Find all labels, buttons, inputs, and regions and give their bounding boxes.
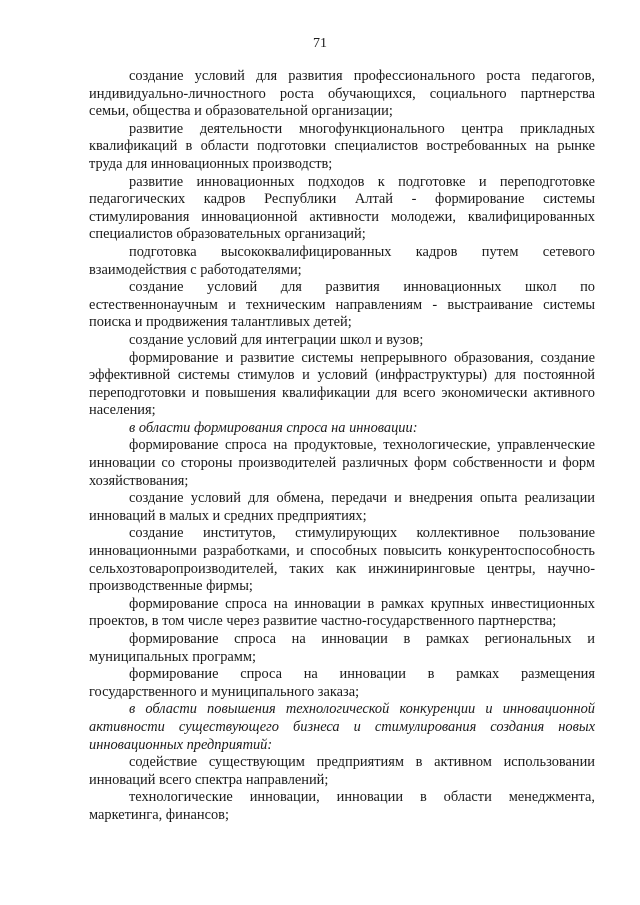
document-body [89,68,595,825]
page-number: 71 [313,36,327,51]
section-heading: в области повышения технологической конкуренции и инновационной активности существующего бизнеса и стимулирования создания новых инновационных предприятий: [89,701,595,753]
section-heading: в области формирования спроса на инновации: [129,419,418,436]
paragraph: формирование спроса на инновации в рамках размещения государственного и муниципального заказа; [89,666,595,700]
paragraph: формирование спроса на инновации в рамках региональных и муниципальных программ; [89,631,595,665]
paragraph: создание условий для развития инновационных школ по естественнонаучным и техническим направлениям - выстраивание системы поиска и продвижения талантливых детей; [89,279,595,331]
paragraph: создание условий для развития профессионального роста педагогов, индивидуально-личностного роста обучающихся, социального партнерства семьи, общества и образовательной организации; [89,68,595,120]
paragraph: содействие существующим предприятиям в активном использовании инноваций всего спектра направлений; [89,754,595,788]
paragraph: развитие деятельности многофункционального центра прикладных квалификаций в области подготовки специалистов востребованных на рынке труда для инновационных производств; [89,120,595,172]
paragraph: подготовка высококвалифицированных кадров путем сетевого взаимодействия с работодателями; [89,243,595,278]
paragraph: создание институтов, стимулирующих коллективное пользование инновационными разработками, и способных повысить конкурентоспособность сельхозтоваропроизводителей, таких как инжиниринговые центры, научно-производственные фирмы; [89,525,595,595]
paragraph: формирование и развитие системы непрерывного образования, создание эффективной системы стимулов и условий (инфраструктуры) для постоянной переподготовки и повышения квалификации для всего экономически активного населения; [89,349,595,419]
paragraph: формирование спроса на инновации в рамках крупных инвестиционных проектов, в том числе через развитие частно-государственного партнерства; [89,595,595,630]
paragraph: создание условий для обмена, передачи и внедрения опыта реализации инноваций в малых и средних предприятиях; [89,490,595,524]
paragraph: формирование спроса на продуктовые, технологические, управленческие инновации со стороны производителей различных форм собственности и форм хозяйствования; [89,437,595,489]
paragraph: развитие инновационных подходов к подготовке и переподготовке педагогических кадров Республики Алтай - формирование системы стимулирования инновационной активности молодежи, квалифицированных специалистов образовательных организаций; [89,173,595,243]
paragraph: технологические инновации, инновации в области менеджмента, маркетинга, финансов; [89,789,595,823]
paragraph: создание условий для интеграции школ и вузов; [129,331,424,348]
